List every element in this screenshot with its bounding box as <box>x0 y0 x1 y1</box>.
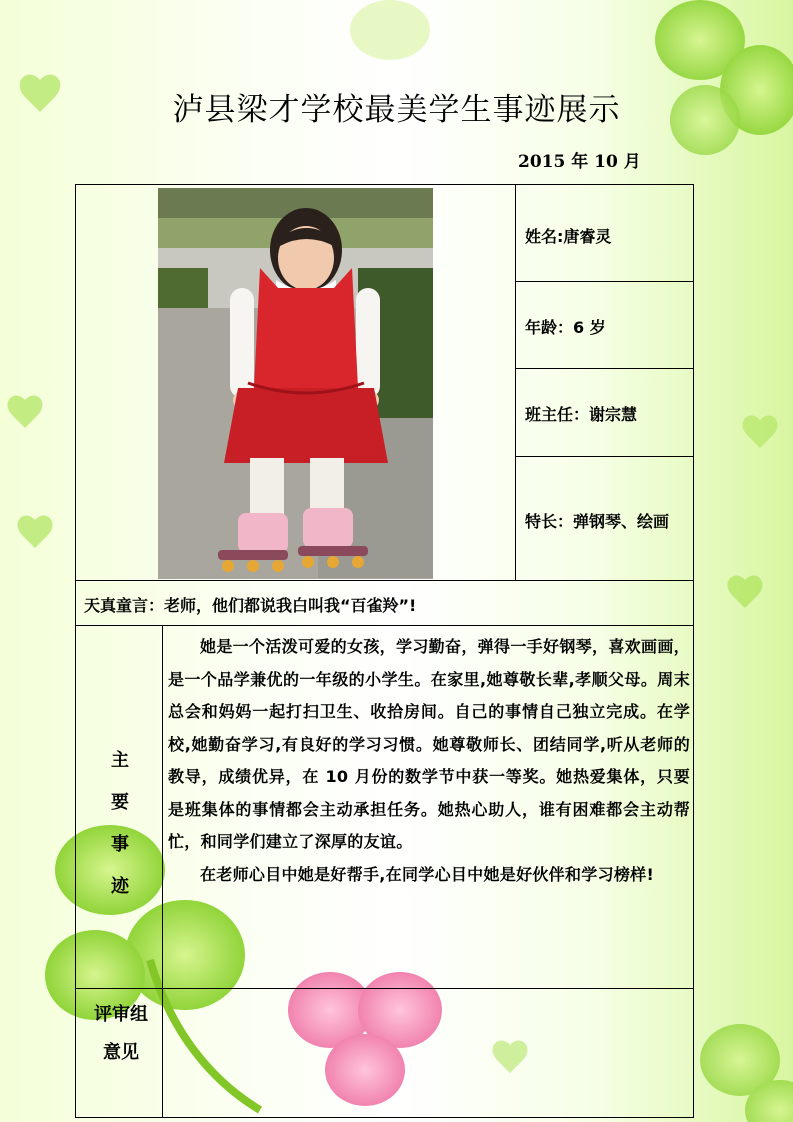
divider <box>75 580 694 581</box>
divider <box>515 281 694 282</box>
deeds-text <box>168 631 690 891</box>
review-label <box>82 996 160 1072</box>
review-label-line: 意见 <box>103 1042 139 1063</box>
deeds-label <box>102 740 138 908</box>
deeds-label-char: 迹 <box>111 876 129 897</box>
deeds-paragraph: 她是一个活泼可爱的女孩，学习勤奋，弹得一手好钢琴，喜欢画画，是一个品学兼优的一年级的小学生。在家里,她尊敬长辈,孝顺父母。周末总会和妈妈一起打扫卫生、收拾房间。自己的事情自己独立完成。在学校,她勤奋学习,有良好的学习习惯。她尊敬师长、团结同学,听从老师的教导，成绩优异，在 10 月份的数学节中获一等奖。她热爱集体，只要是班集体的事情都会主动承担任务。她热心助人，谁有困难都会主动帮忙，和同学们建立了深厚的友谊。 <box>168 637 690 851</box>
deeds-paragraph: 在老师心目中她是好帮手,在同学心目中她是好伙伴和学习榜样! <box>200 864 655 884</box>
deeds-label-char: 事 <box>111 834 129 855</box>
child-quote: 天真童言：老师，他们都说我白叫我“百雀羚”! <box>84 596 417 615</box>
student-talent: 特长：弹钢琴、绘画 <box>525 512 670 531</box>
divider <box>515 368 694 369</box>
deeds-label-char: 要 <box>111 792 129 813</box>
student-name: 姓名:唐睿灵 <box>525 227 612 246</box>
divider <box>515 184 516 580</box>
student-photo <box>158 188 433 579</box>
divider <box>162 625 163 1118</box>
head-teacher: 班主任：谢宗慧 <box>525 405 638 424</box>
deeds-label-char: 主 <box>111 750 129 771</box>
divider <box>75 625 694 626</box>
divider <box>515 456 694 457</box>
date-label: 2015 年 10 月 <box>518 152 641 172</box>
divider <box>75 988 694 989</box>
page-title: 泸县梁才学校最美学生事迹展示 <box>172 92 621 128</box>
student-age: 年龄：6 岁 <box>525 318 606 337</box>
review-label-line: 评审组 <box>94 1004 148 1025</box>
